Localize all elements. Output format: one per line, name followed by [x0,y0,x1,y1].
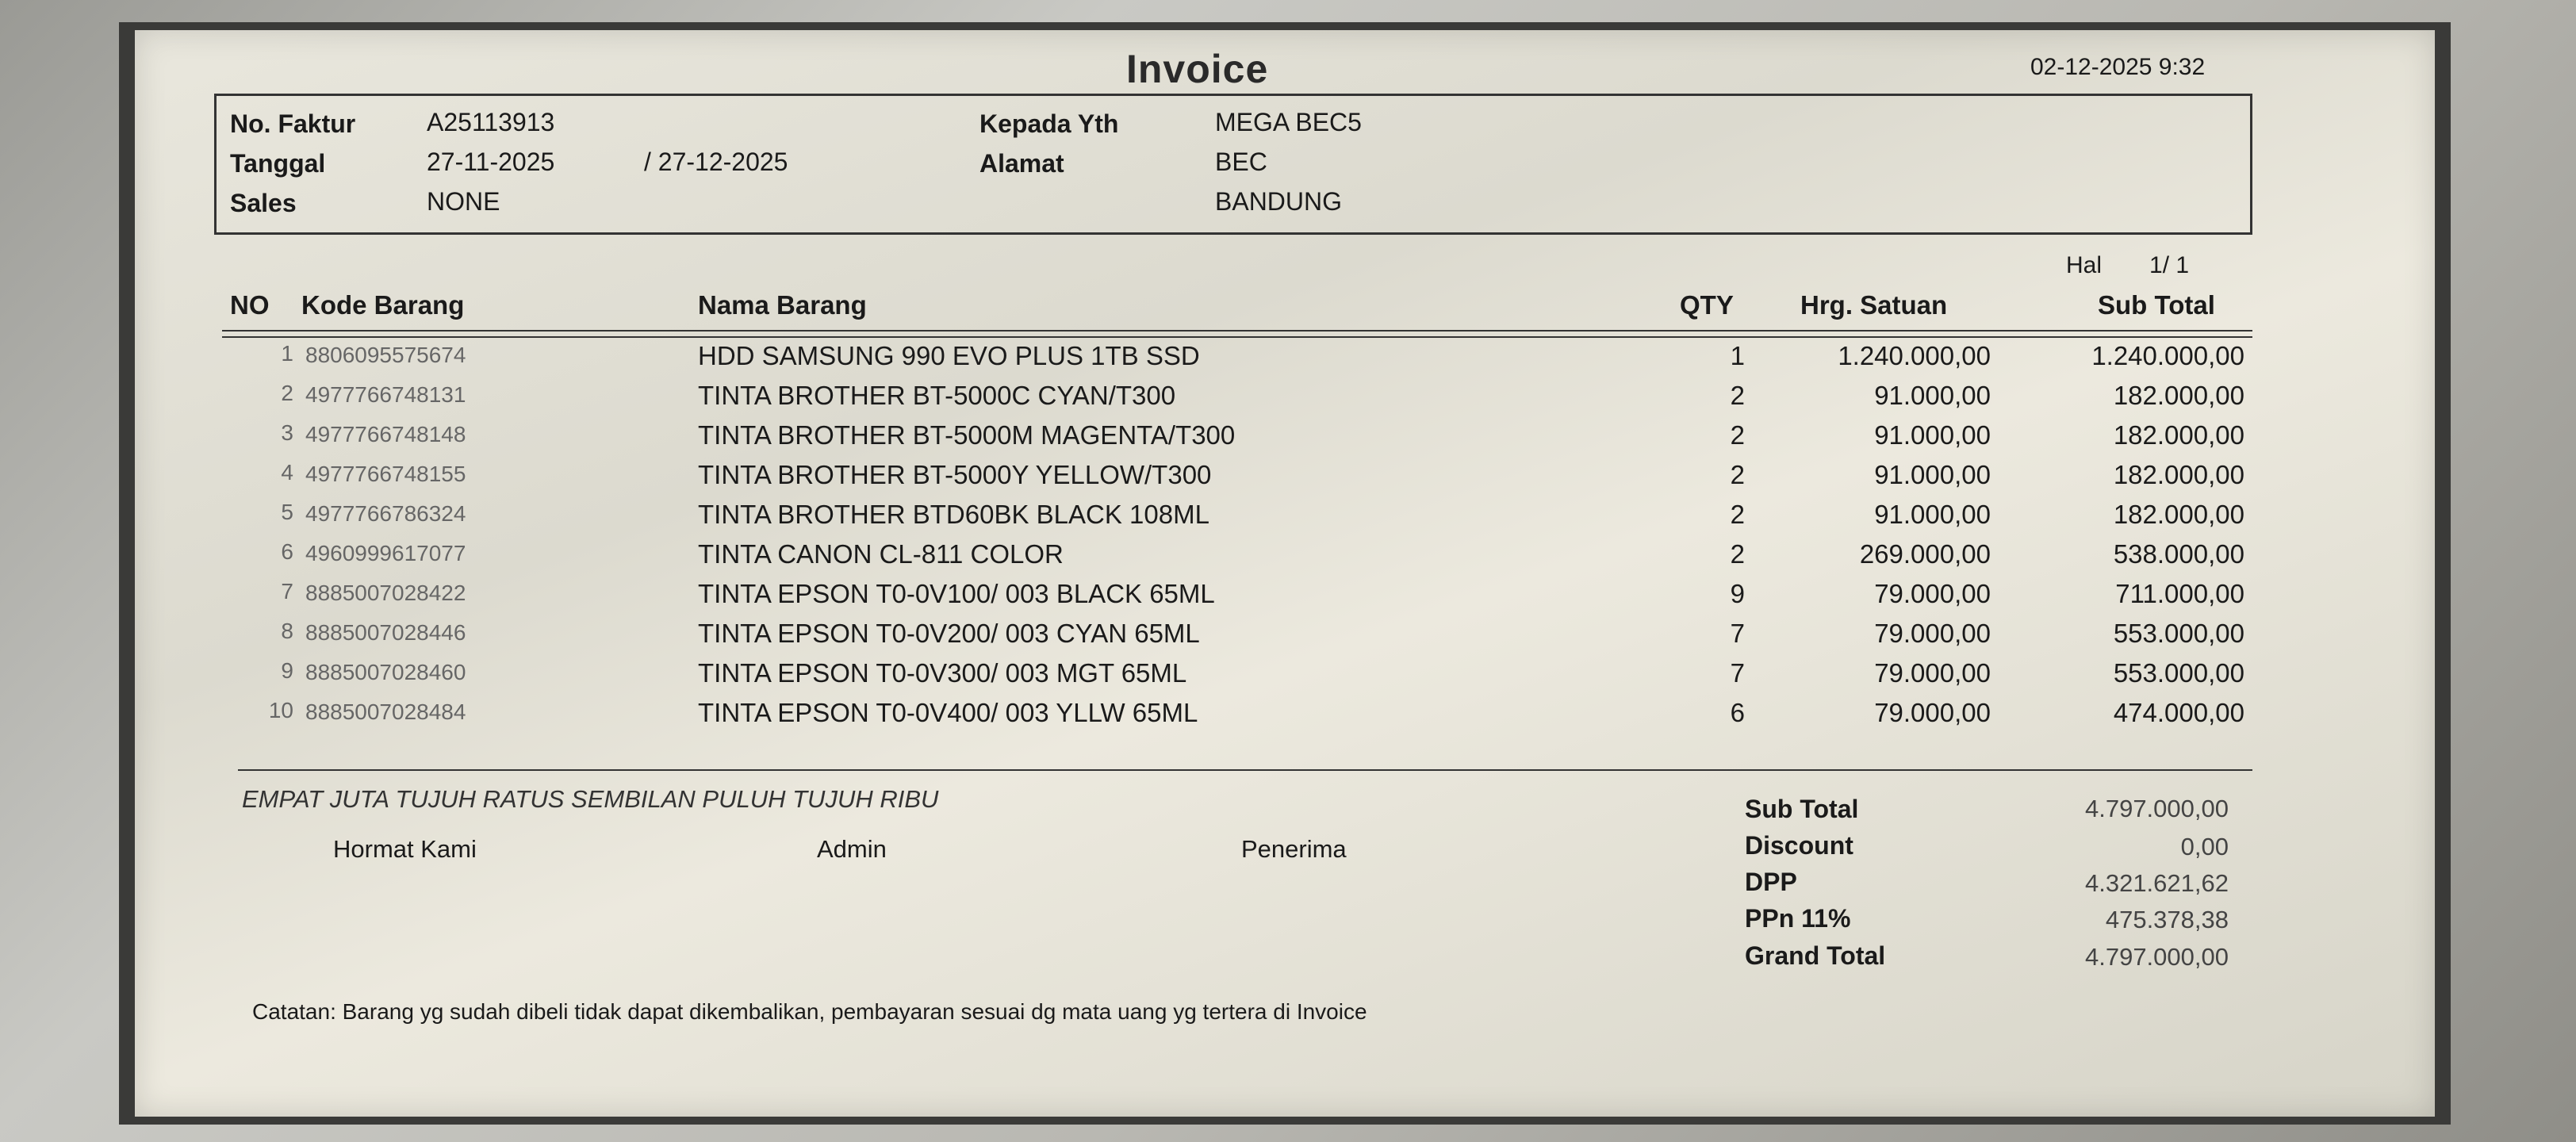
discount-value: 0,00 [2180,833,2229,860]
item-subtotal: 182.000,00 [2113,460,2244,489]
item-qty: 2 [1730,539,1745,569]
table-row [0,539,2576,577]
no-faktur-label: No. Faktur [230,109,356,138]
col-kode: Kode Barang [301,290,465,320]
table-row [0,698,2576,736]
table-row [0,460,2576,498]
item-kode: 4977766748155 [305,462,466,486]
item-harga: 91.000,00 [1874,500,1991,529]
alamat-line-1: BEC [1215,148,1267,176]
item-no: 5 [281,500,293,524]
item-subtotal: 182.000,00 [2113,500,2244,529]
item-qty: 2 [1730,500,1745,529]
table-row [0,341,2576,379]
sales-label: Sales [230,189,297,217]
item-subtotal: 1.240.000,00 [2091,341,2244,370]
item-no: 6 [281,539,293,564]
item-nama: TINTA BROTHER BT-5000Y YELLOW/T300 [698,460,1212,489]
ppn-label: PPn 11% [1745,904,1851,933]
item-subtotal: 538.000,00 [2113,539,2244,569]
item-nama: HDD SAMSUNG 990 EVO PLUS 1TB SSD [698,341,1200,370]
header-rule-top [222,330,2252,331]
grand-total-value: 4.797.000,00 [2084,943,2229,971]
item-harga: 79.000,00 [1874,579,1991,608]
item-subtotal: 711.000,00 [2115,579,2244,608]
tanggal-label: Tanggal [230,149,326,178]
subtotal-label: Sub Total [1745,795,1859,823]
invoice-title: Invoice [1126,47,1269,91]
item-no: 10 [268,698,293,722]
item-qty: 7 [1730,619,1745,648]
signature-penerima: Penerima [1241,835,1347,863]
print-datetime: 02-12-2025 9:32 [2030,54,2206,80]
table-row [0,500,2576,538]
page-indicator [2066,252,2189,279]
signature-hormat-kami: Hormat Kami [333,835,477,863]
table-row [0,381,2576,419]
tanggal-value: 27-11-2025 [427,148,555,176]
item-qty: 2 [1730,460,1745,489]
dpp-value: 4.321.621,62 [2084,869,2229,897]
item-kode: 8806095575674 [305,343,466,367]
grand-total-label: Grand Total [1745,941,1886,970]
item-harga: 79.000,00 [1874,658,1991,688]
table-row [0,420,2576,458]
invoice-note: Catatan: Barang yg sudah dibeli tidak dapat dikembalikan, pembayaran sesuai dg mata uang yg tertera di Invoice [252,999,1367,1024]
item-kode: 8885007028446 [305,620,466,645]
item-qty: 2 [1730,420,1745,450]
item-harga: 269.000,00 [1859,539,1991,569]
item-no: 1 [281,341,293,366]
item-nama: TINTA EPSON T0-0V300/ 003 MGT 65ML [698,658,1187,688]
item-subtotal: 182.000,00 [2113,381,2244,410]
col-nama: Nama Barang [698,290,867,320]
jatuh-tempo-value: / 27-12-2025 [644,148,788,176]
item-harga: 91.000,00 [1874,381,1991,410]
item-kode: 4977766748148 [305,422,466,446]
item-subtotal: 182.000,00 [2113,420,2244,450]
item-no: 7 [281,579,293,604]
amount-in-words: EMPAT JUTA TUJUH RATUS SEMBILAN PULUH TUJUH RIBU [242,785,939,813]
item-nama: TINTA EPSON T0-0V100/ 003 BLACK 65ML [698,579,1215,608]
page-value: 1/ 1 [2149,252,2190,278]
sales-value: NONE [427,187,500,216]
item-harga: 91.000,00 [1874,420,1991,450]
item-nama: TINTA BROTHER BT-5000C CYAN/T300 [698,381,1176,410]
item-qty: 7 [1730,658,1745,688]
item-kode: 4977766786324 [305,501,466,526]
item-kode: 8885007028484 [305,699,466,724]
col-qty: QTY [1680,290,1734,320]
col-subtotal: Sub Total [2098,290,2215,320]
page-label: Hal [2066,252,2103,278]
item-qty: 1 [1730,341,1745,370]
no-faktur-value: A25113913 [427,108,555,136]
discount-label: Discount [1745,831,1853,860]
item-harga: 91.000,00 [1874,460,1991,489]
item-nama: TINTA BROTHER BTD60BK BLACK 108ML [698,500,1209,529]
table-row [0,658,2576,696]
totals-rule [238,769,2252,771]
item-kode: 8885007028422 [305,581,466,605]
item-kode: 4977766748131 [305,382,466,407]
item-harga: 79.000,00 [1874,619,1991,648]
item-qty: 6 [1730,698,1745,727]
kepada-value: MEGA BEC5 [1215,108,1362,136]
item-no: 4 [281,460,293,485]
item-kode: 8885007028460 [305,660,466,684]
kepada-label: Kepada Yth [979,109,1119,138]
item-qty: 9 [1730,579,1745,608]
ppn-value: 475.378,38 [2105,906,2229,933]
item-kode: 4960999617077 [305,541,466,565]
item-harga: 1.240.000,00 [1838,341,1991,370]
table-row [0,619,2576,657]
item-no: 2 [281,381,293,405]
subtotal-value: 4.797.000,00 [2084,795,2229,822]
item-no: 9 [281,658,293,683]
item-subtotal: 553.000,00 [2113,619,2244,648]
item-subtotal: 553.000,00 [2113,658,2244,688]
item-no: 3 [281,420,293,445]
alamat-label: Alamat [979,149,1064,178]
dpp-label: DPP [1745,868,1797,896]
table-row [0,579,2576,617]
item-subtotal: 474.000,00 [2113,698,2244,727]
item-no: 8 [281,619,293,643]
header-rule-bottom [222,336,2252,338]
signature-admin: Admin [817,835,887,863]
item-nama: TINTA EPSON T0-0V400/ 003 YLLW 65ML [698,698,1198,727]
item-qty: 2 [1730,381,1745,410]
item-nama: TINTA CANON CL-811 COLOR [698,539,1064,569]
item-harga: 79.000,00 [1874,698,1991,727]
col-harga: Hrg. Satuan [1800,290,1948,320]
alamat-line-2: BANDUNG [1215,187,1343,216]
item-nama: TINTA BROTHER BT-5000M MAGENTA/T300 [698,420,1236,450]
col-no: NO [230,290,270,320]
item-nama: TINTA EPSON T0-0V200/ 003 CYAN 65ML [698,619,1200,648]
